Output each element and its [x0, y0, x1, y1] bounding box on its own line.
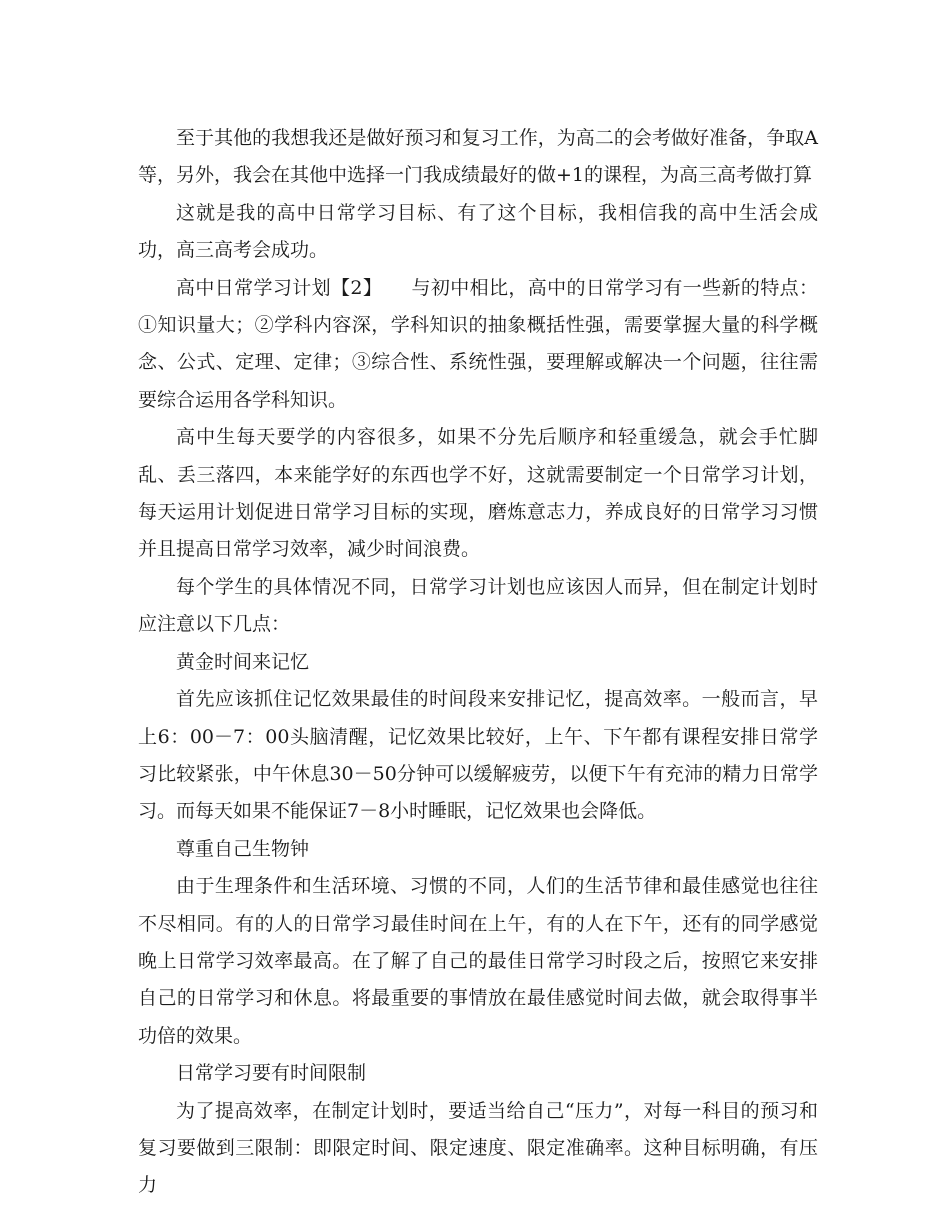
section-heading-biological-clock: 尊重自己生物钟 [176, 837, 310, 860]
paragraph-2: 这就是我的高中日常学习目标、有了这个目标，我相信我的高中生活会成功，高三高考会成功。 [138, 201, 818, 262]
section-heading-time-limit: 日常学习要有时间限制 [176, 1062, 367, 1085]
paragraph-5: 每个学生的具体情况不同，日常学习计划也应该因人而异，但在制定计划时应注意以下几点： [138, 575, 818, 636]
paragraph-4: 高中生每天要学的内容很多，如果不分先后顺序和轻重缓急，就会手忙脚乱、丢三落四，本来能学好的东西也学不好，这就需要制定一个日常学习计划，每天运用计划促进日常学习目标的实现，磨炼意志力，养成良好的日常学习习惯并且提高日常学习效率，减少时间浪费。 [138, 426, 818, 561]
paragraph-7: 由于生理条件和生活环境、习惯的不同，人们的生活节律和最佳感觉也往往不尽相同。有的人的日常学习最佳时间在上午，有的人在下午，还有的同学感觉晚上日常学习效率最高。在了解了自己的最佳日常学习时段之后，按照它来安排自己的日常学习和休息。将最重要的事情放在最佳感觉时间去做，就会取得事半功倍的效果。 [138, 875, 818, 1047]
paragraph-6: 首先应该抓住记忆效果最佳的时间段来安排记忆，提高效率。一般而言，早上6：00－7：00头脑清醒，记忆效果比较好，上午、下午都有课程安排日常学习比较紧张，中午休息30－50分钟可以缓解疲劳，以便下午有充沛的精力日常学习。而每天如果不能保证7－8小时睡眠，记忆效果也会降低。 [138, 688, 818, 823]
paragraph-8: 为了提高效率，在制定计划时，要适当给自己“压力”，对每一科目的预习和复习要做到三限制：即限定时间、限定速度、限定准确率。这种目标明确，有压力 [138, 1099, 818, 1197]
paragraph-3: 高中日常学习计划【2】 与初中相比，高中的日常学习有一些新的特点：①知识量大；②学科内容深，学科知识的抽象概括性强，需要掌握大量的科学概念、公式、定理、定律；③综合性、系统性强，要理解或解决一个问题，往往需要综合运用各学科知识。 [138, 276, 818, 411]
section-heading-golden-time: 黄金时间来记忆 [176, 650, 310, 673]
document-body [138, 120, 818, 1205]
paragraph-1: 至于其他的我想我还是做好预习和复习工作，为高二的会考做好准备，争取A等，另外，我会在其他中选择一门我成绩最好的做+1的课程，为高三高考做打算 [138, 127, 818, 187]
